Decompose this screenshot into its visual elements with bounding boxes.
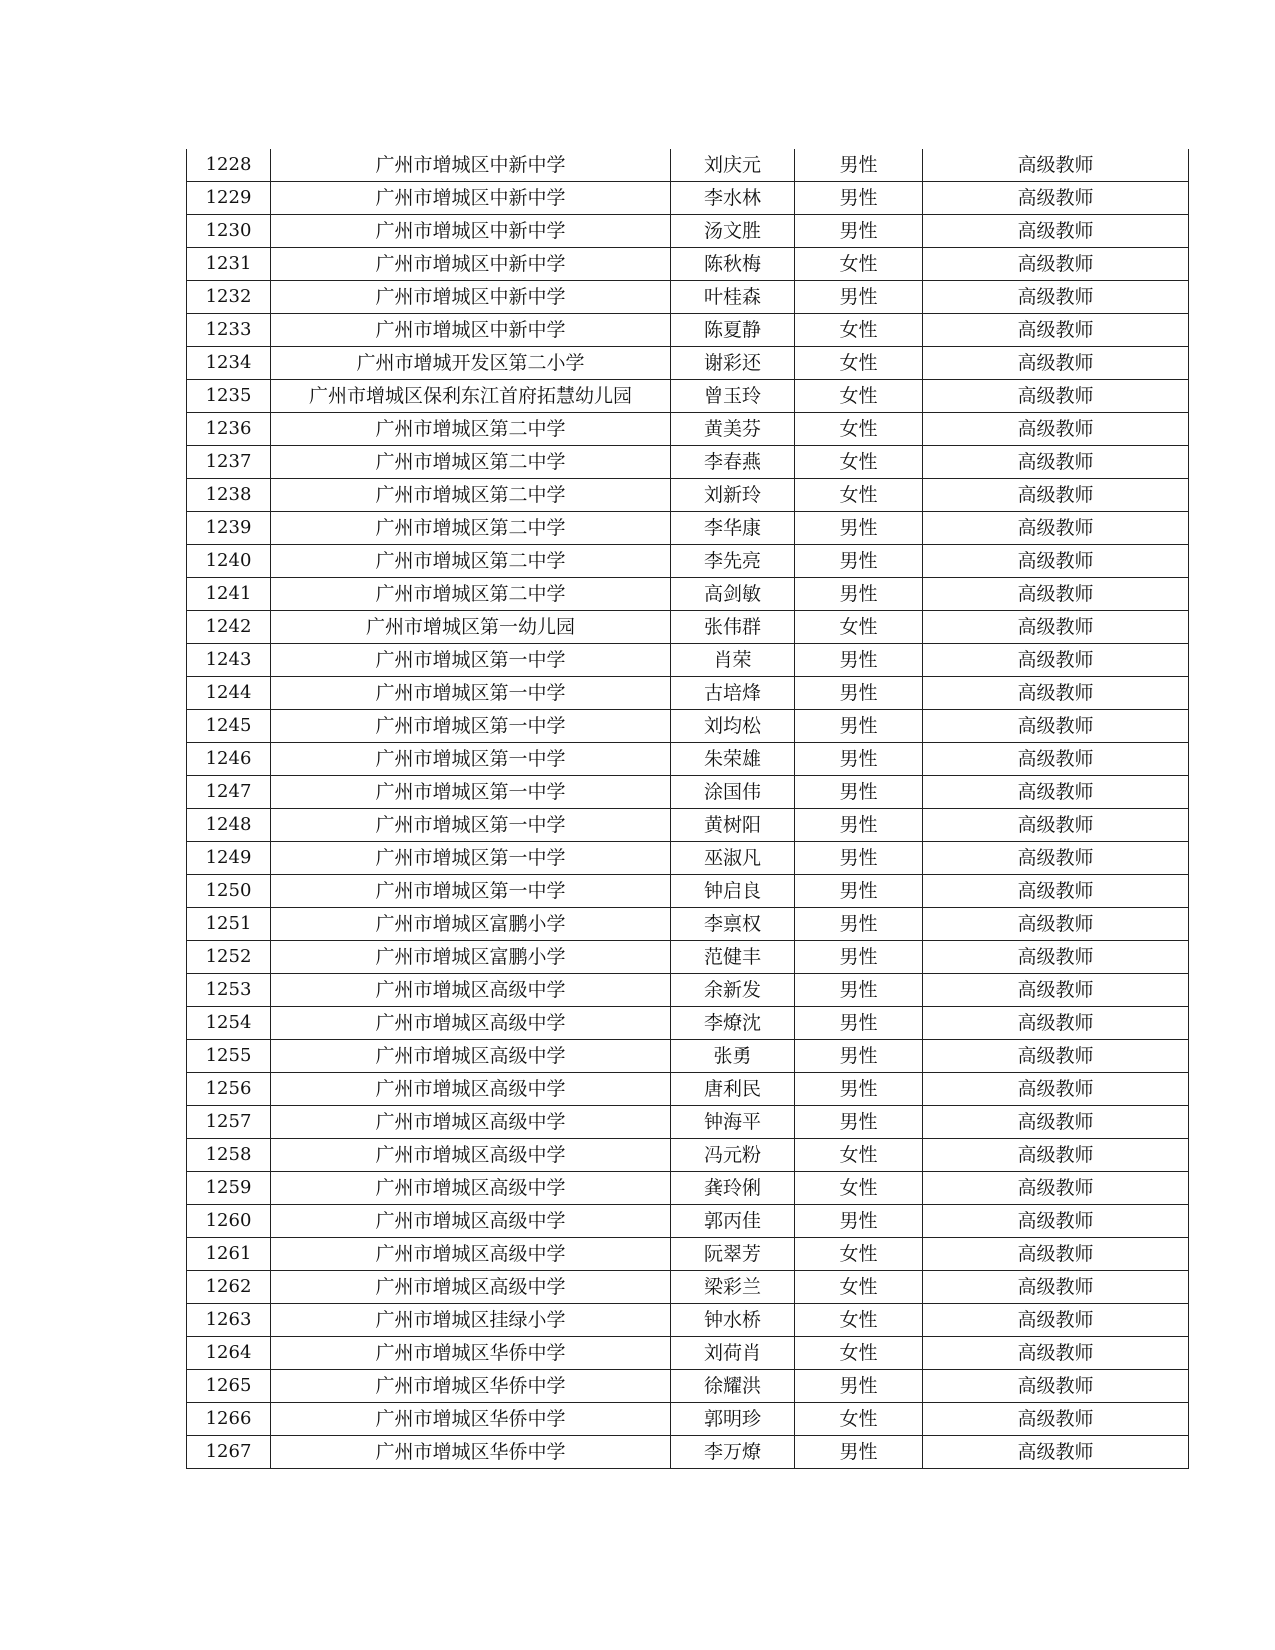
gender-cell: 女性: [795, 1304, 923, 1337]
gender-cell: 女性: [795, 314, 923, 347]
table-row: [187, 677, 1189, 710]
row-number-cell: 1234: [187, 347, 271, 380]
row-number-cell: 1249: [187, 842, 271, 875]
title-cell: 高级教师: [923, 710, 1189, 743]
row-number-cell: 1261: [187, 1238, 271, 1271]
school-cell: 广州市增城开发区第二小学: [271, 347, 671, 380]
table-row: [187, 710, 1189, 743]
teacher-name-cell: 陈秋梅: [671, 248, 795, 281]
teacher-name-cell: 唐利民: [671, 1073, 795, 1106]
row-number-cell: 1232: [187, 281, 271, 314]
gender-cell: 男性: [795, 149, 923, 182]
gender-cell: 女性: [795, 1337, 923, 1370]
gender-cell: 男性: [795, 743, 923, 776]
teacher-name-cell: 张伟群: [671, 611, 795, 644]
teacher-name-cell: 李燎沈: [671, 1007, 795, 1040]
teacher-name-cell: 李万燎: [671, 1436, 795, 1469]
gender-cell: 男性: [795, 1007, 923, 1040]
title-cell: 高级教师: [923, 1304, 1189, 1337]
gender-cell: 男性: [795, 1040, 923, 1073]
title-cell: 高级教师: [923, 1370, 1189, 1403]
title-cell: 高级教师: [923, 1436, 1189, 1469]
teacher-name-cell: 刘荷肖: [671, 1337, 795, 1370]
school-cell: 广州市增城区保利东江首府拓慧幼儿园: [271, 380, 671, 413]
teacher-name-cell: 朱荣雄: [671, 743, 795, 776]
title-cell: 高级教师: [923, 875, 1189, 908]
title-cell: 高级教师: [923, 1403, 1189, 1436]
row-number-cell: 1231: [187, 248, 271, 281]
teacher-name-cell: 古培烽: [671, 677, 795, 710]
title-cell: 高级教师: [923, 578, 1189, 611]
row-number-cell: 1239: [187, 512, 271, 545]
school-cell: 广州市增城区第二中学: [271, 545, 671, 578]
teacher-name-cell: 范健丰: [671, 941, 795, 974]
teacher-name-cell: 叶桂森: [671, 281, 795, 314]
gender-cell: 男性: [795, 644, 923, 677]
gender-cell: 男性: [795, 941, 923, 974]
gender-cell: 男性: [795, 215, 923, 248]
gender-cell: 女性: [795, 446, 923, 479]
gender-cell: 男性: [795, 677, 923, 710]
row-number-cell: 1242: [187, 611, 271, 644]
school-cell: 广州市增城区中新中学: [271, 248, 671, 281]
table-row: [187, 479, 1189, 512]
title-cell: 高级教师: [923, 149, 1189, 182]
title-cell: 高级教师: [923, 545, 1189, 578]
table-row: [187, 743, 1189, 776]
row-number-cell: 1236: [187, 413, 271, 446]
row-number-cell: 1229: [187, 182, 271, 215]
teacher-name-cell: 郭丙佳: [671, 1205, 795, 1238]
title-cell: 高级教师: [923, 347, 1189, 380]
school-cell: 广州市增城区第一中学: [271, 644, 671, 677]
title-cell: 高级教师: [923, 677, 1189, 710]
teacher-name-cell: 梁彩兰: [671, 1271, 795, 1304]
table-row: [187, 347, 1189, 380]
row-number-cell: 1233: [187, 314, 271, 347]
teacher-name-cell: 李水林: [671, 182, 795, 215]
title-cell: 高级教师: [923, 1073, 1189, 1106]
row-number-cell: 1254: [187, 1007, 271, 1040]
table-row: [187, 611, 1189, 644]
teacher-name-cell: 谢彩还: [671, 347, 795, 380]
title-cell: 高级教师: [923, 809, 1189, 842]
table-row: [187, 941, 1189, 974]
teacher-name-cell: 冯元粉: [671, 1139, 795, 1172]
row-number-cell: 1266: [187, 1403, 271, 1436]
school-cell: 广州市增城区高级中学: [271, 1271, 671, 1304]
gender-cell: 女性: [795, 1139, 923, 1172]
teacher-name-cell: 黄树阳: [671, 809, 795, 842]
teacher-name-cell: 黄美芬: [671, 413, 795, 446]
school-cell: 广州市增城区第一中学: [271, 743, 671, 776]
gender-cell: 男性: [795, 1205, 923, 1238]
gender-cell: 男性: [795, 875, 923, 908]
table-row: [187, 1436, 1189, 1469]
title-cell: 高级教师: [923, 380, 1189, 413]
school-cell: 广州市增城区第一中学: [271, 710, 671, 743]
teacher-name-cell: 李春燕: [671, 446, 795, 479]
row-number-cell: 1264: [187, 1337, 271, 1370]
row-number-cell: 1248: [187, 809, 271, 842]
school-cell: 广州市增城区第二中学: [271, 578, 671, 611]
gender-cell: 女性: [795, 347, 923, 380]
gender-cell: 女性: [795, 1172, 923, 1205]
title-cell: 高级教师: [923, 1040, 1189, 1073]
title-cell: 高级教师: [923, 314, 1189, 347]
gender-cell: 男性: [795, 842, 923, 875]
title-cell: 高级教师: [923, 182, 1189, 215]
gender-cell: 女性: [795, 479, 923, 512]
teacher-name-cell: 阮翠芳: [671, 1238, 795, 1271]
school-cell: 广州市增城区富鹏小学: [271, 908, 671, 941]
row-number-cell: 1253: [187, 974, 271, 1007]
row-number-cell: 1265: [187, 1370, 271, 1403]
row-number-cell: 1259: [187, 1172, 271, 1205]
table-row: [187, 149, 1189, 182]
title-cell: 高级教师: [923, 281, 1189, 314]
table-row: [187, 908, 1189, 941]
title-cell: 高级教师: [923, 1337, 1189, 1370]
teacher-name-cell: 钟启良: [671, 875, 795, 908]
gender-cell: 男性: [795, 1370, 923, 1403]
school-cell: 广州市增城区富鹏小学: [271, 941, 671, 974]
school-cell: 广州市增城区高级中学: [271, 1106, 671, 1139]
gender-cell: 女性: [795, 413, 923, 446]
title-cell: 高级教师: [923, 1172, 1189, 1205]
row-number-cell: 1256: [187, 1073, 271, 1106]
gender-cell: 男性: [795, 1073, 923, 1106]
school-cell: 广州市增城区中新中学: [271, 215, 671, 248]
school-cell: 广州市增城区第一中学: [271, 875, 671, 908]
row-number-cell: 1250: [187, 875, 271, 908]
teacher-roster-table: [186, 149, 1189, 1469]
gender-cell: 男性: [795, 512, 923, 545]
teacher-name-cell: 钟海平: [671, 1106, 795, 1139]
gender-cell: 女性: [795, 1271, 923, 1304]
school-cell: 广州市增城区第二中学: [271, 413, 671, 446]
table-row: [187, 1139, 1189, 1172]
teacher-name-cell: 肖荣: [671, 644, 795, 677]
teacher-name-cell: 龚玲俐: [671, 1172, 795, 1205]
table-row: [187, 413, 1189, 446]
teacher-name-cell: 刘均松: [671, 710, 795, 743]
teacher-name-cell: 巫淑凡: [671, 842, 795, 875]
gender-cell: 男性: [795, 1106, 923, 1139]
row-number-cell: 1258: [187, 1139, 271, 1172]
teacher-name-cell: 涂国伟: [671, 776, 795, 809]
school-cell: 广州市增城区第二中学: [271, 512, 671, 545]
gender-cell: 男性: [795, 809, 923, 842]
school-cell: 广州市增城区高级中学: [271, 1172, 671, 1205]
school-cell: 广州市增城区高级中学: [271, 1205, 671, 1238]
school-cell: 广州市增城区第一中学: [271, 677, 671, 710]
teacher-name-cell: 刘庆元: [671, 149, 795, 182]
row-number-cell: 1257: [187, 1106, 271, 1139]
school-cell: 广州市增城区华侨中学: [271, 1370, 671, 1403]
gender-cell: 男性: [795, 182, 923, 215]
table-row: [187, 776, 1189, 809]
table-row: [187, 1073, 1189, 1106]
table-row: [187, 842, 1189, 875]
teacher-name-cell: 汤文胜: [671, 215, 795, 248]
gender-cell: 男性: [795, 545, 923, 578]
school-cell: 广州市增城区第一中学: [271, 776, 671, 809]
school-cell: 广州市增城区华侨中学: [271, 1436, 671, 1469]
table-row: [187, 809, 1189, 842]
row-number-cell: 1247: [187, 776, 271, 809]
title-cell: 高级教师: [923, 413, 1189, 446]
gender-cell: 男性: [795, 1436, 923, 1469]
gender-cell: 女性: [795, 611, 923, 644]
title-cell: 高级教师: [923, 743, 1189, 776]
gender-cell: 女性: [795, 380, 923, 413]
table-row: [187, 215, 1189, 248]
row-number-cell: 1244: [187, 677, 271, 710]
school-cell: 广州市增城区高级中学: [271, 974, 671, 1007]
roster-body: [187, 149, 1189, 1469]
title-cell: 高级教师: [923, 1238, 1189, 1271]
row-number-cell: 1267: [187, 1436, 271, 1469]
school-cell: 广州市增城区第一幼儿园: [271, 611, 671, 644]
table-row: [187, 1403, 1189, 1436]
gender-cell: 女性: [795, 1403, 923, 1436]
table-row: [187, 1172, 1189, 1205]
row-number-cell: 1245: [187, 710, 271, 743]
table-row: [187, 644, 1189, 677]
gender-cell: 男性: [795, 281, 923, 314]
row-number-cell: 1241: [187, 578, 271, 611]
gender-cell: 男性: [795, 578, 923, 611]
table-row: [187, 314, 1189, 347]
row-number-cell: 1230: [187, 215, 271, 248]
row-number-cell: 1262: [187, 1271, 271, 1304]
title-cell: 高级教师: [923, 446, 1189, 479]
row-number-cell: 1240: [187, 545, 271, 578]
teacher-name-cell: 李先亮: [671, 545, 795, 578]
row-number-cell: 1252: [187, 941, 271, 974]
row-number-cell: 1263: [187, 1304, 271, 1337]
teacher-name-cell: 余新发: [671, 974, 795, 1007]
table-row: [187, 380, 1189, 413]
gender-cell: 男性: [795, 908, 923, 941]
table-row: [187, 578, 1189, 611]
title-cell: 高级教师: [923, 776, 1189, 809]
title-cell: 高级教师: [923, 1271, 1189, 1304]
school-cell: 广州市增城区高级中学: [271, 1007, 671, 1040]
table-row: [187, 1106, 1189, 1139]
table-row: [187, 1370, 1189, 1403]
row-number-cell: 1246: [187, 743, 271, 776]
teacher-name-cell: 陈夏静: [671, 314, 795, 347]
teacher-name-cell: 钟水桥: [671, 1304, 795, 1337]
row-number-cell: 1255: [187, 1040, 271, 1073]
gender-cell: 女性: [795, 248, 923, 281]
school-cell: 广州市增城区高级中学: [271, 1040, 671, 1073]
school-cell: 广州市增城区华侨中学: [271, 1337, 671, 1370]
table-row: [187, 182, 1189, 215]
row-number-cell: 1228: [187, 149, 271, 182]
table-row: [187, 446, 1189, 479]
row-number-cell: 1237: [187, 446, 271, 479]
school-cell: 广州市增城区中新中学: [271, 182, 671, 215]
title-cell: 高级教师: [923, 248, 1189, 281]
title-cell: 高级教师: [923, 842, 1189, 875]
table-row: [187, 1304, 1189, 1337]
school-cell: 广州市增城区高级中学: [271, 1238, 671, 1271]
title-cell: 高级教师: [923, 611, 1189, 644]
teacher-name-cell: 张勇: [671, 1040, 795, 1073]
title-cell: 高级教师: [923, 1139, 1189, 1172]
table-row: [187, 1238, 1189, 1271]
school-cell: 广州市增城区华侨中学: [271, 1403, 671, 1436]
gender-cell: 男性: [795, 974, 923, 1007]
table-row: [187, 1205, 1189, 1238]
title-cell: 高级教师: [923, 974, 1189, 1007]
table-row: [187, 512, 1189, 545]
table-row: [187, 248, 1189, 281]
title-cell: 高级教师: [923, 215, 1189, 248]
teacher-name-cell: 郭明珍: [671, 1403, 795, 1436]
table-row: [187, 1337, 1189, 1370]
school-cell: 广州市增城区第一中学: [271, 842, 671, 875]
school-cell: 广州市增城区高级中学: [271, 1139, 671, 1172]
title-cell: 高级教师: [923, 512, 1189, 545]
gender-cell: 男性: [795, 776, 923, 809]
row-number-cell: 1243: [187, 644, 271, 677]
teacher-name-cell: 李禀权: [671, 908, 795, 941]
table-row: [187, 1271, 1189, 1304]
table-row: [187, 875, 1189, 908]
title-cell: 高级教师: [923, 644, 1189, 677]
title-cell: 高级教师: [923, 1007, 1189, 1040]
table-row: [187, 1040, 1189, 1073]
row-number-cell: 1238: [187, 479, 271, 512]
school-cell: 广州市增城区第二中学: [271, 446, 671, 479]
teacher-name-cell: 曾玉玲: [671, 380, 795, 413]
row-number-cell: 1235: [187, 380, 271, 413]
school-cell: 广州市增城区中新中学: [271, 149, 671, 182]
title-cell: 高级教师: [923, 1205, 1189, 1238]
title-cell: 高级教师: [923, 1106, 1189, 1139]
title-cell: 高级教师: [923, 941, 1189, 974]
row-number-cell: 1260: [187, 1205, 271, 1238]
school-cell: 广州市增城区挂绿小学: [271, 1304, 671, 1337]
gender-cell: 女性: [795, 1238, 923, 1271]
table-row: [187, 1007, 1189, 1040]
school-cell: 广州市增城区中新中学: [271, 281, 671, 314]
school-cell: 广州市增城区第二中学: [271, 479, 671, 512]
teacher-name-cell: 徐耀洪: [671, 1370, 795, 1403]
school-cell: 广州市增城区第一中学: [271, 809, 671, 842]
row-number-cell: 1251: [187, 908, 271, 941]
teacher-name-cell: 高剑敏: [671, 578, 795, 611]
school-cell: 广州市增城区高级中学: [271, 1073, 671, 1106]
table-row: [187, 281, 1189, 314]
title-cell: 高级教师: [923, 479, 1189, 512]
teacher-name-cell: 李华康: [671, 512, 795, 545]
title-cell: 高级教师: [923, 908, 1189, 941]
gender-cell: 男性: [795, 710, 923, 743]
table-row: [187, 974, 1189, 1007]
teacher-name-cell: 刘新玲: [671, 479, 795, 512]
table-row: [187, 545, 1189, 578]
school-cell: 广州市增城区中新中学: [271, 314, 671, 347]
